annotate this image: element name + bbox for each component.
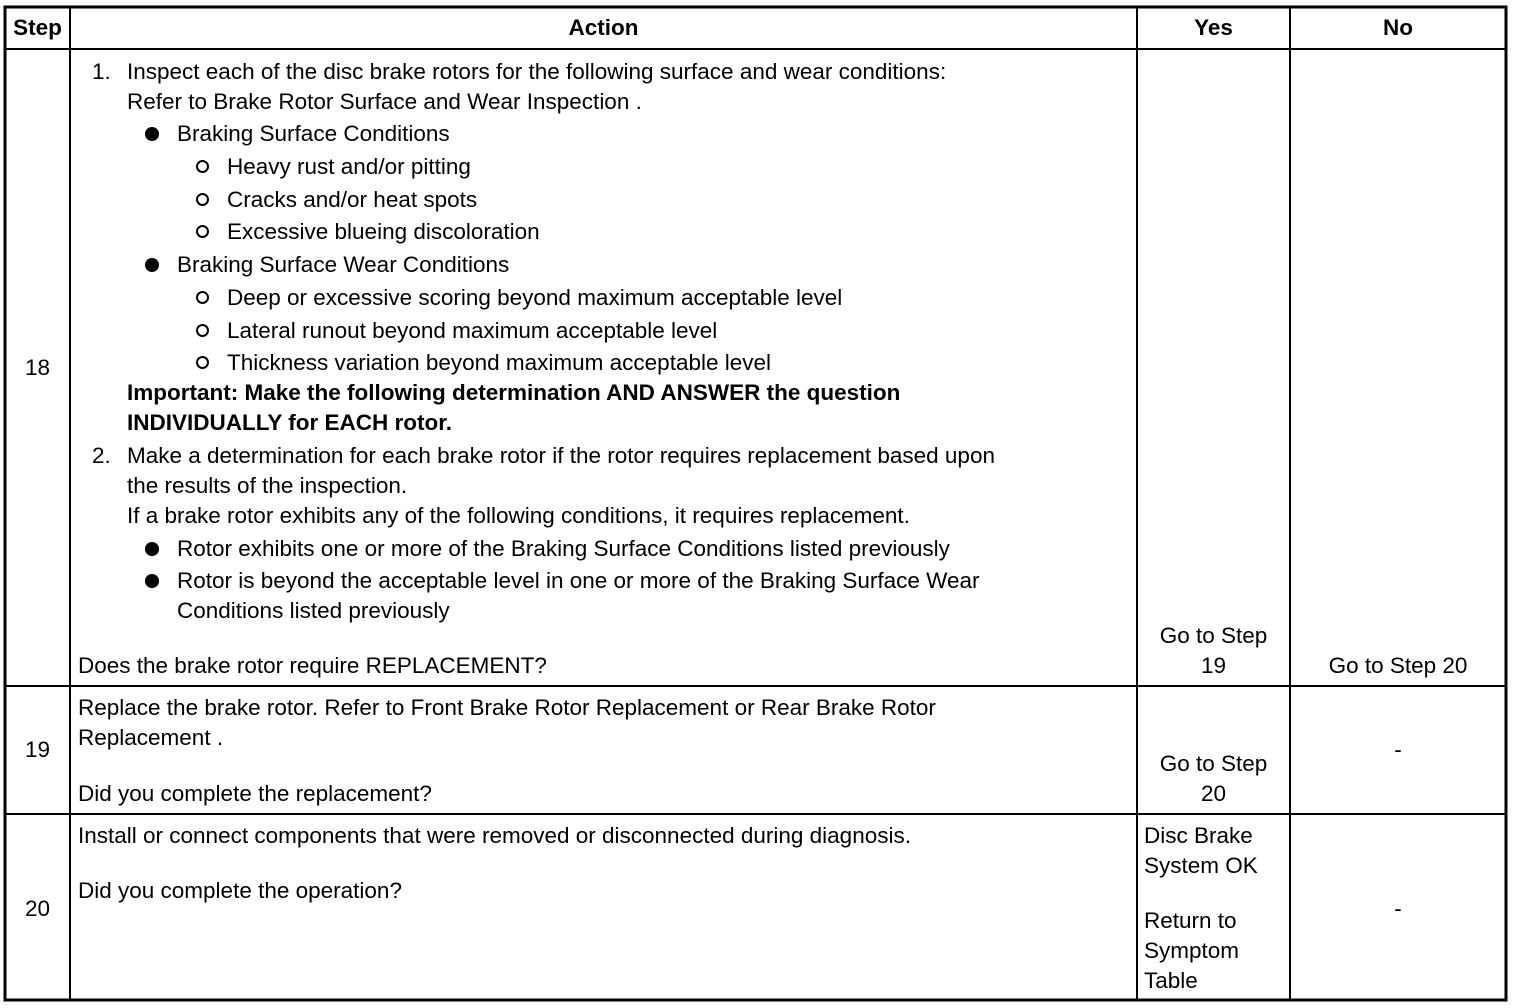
list-item: Deep or excessive scoring beyond maximum acceptable level — [227, 285, 843, 310]
question-text: Did you complete the operation? — [78, 878, 402, 903]
circle-bullet-icon — [196, 193, 209, 206]
yes-action: Go to Step — [1159, 623, 1268, 648]
list-item: Heavy rust and/or pitting — [227, 154, 471, 179]
question-text: Did you complete the replacement? — [78, 781, 432, 806]
action-text: Replace the brake rotor. Refer to Front Brake Rotor Replacement or Rear Brake Rotor — [78, 695, 936, 720]
list-item: Lateral runout beyond maximum acceptable level — [227, 318, 718, 343]
bullet-icon — [145, 127, 159, 141]
circle-bullet-icon — [196, 160, 209, 173]
list-item: Cracks and/or heat spots — [227, 187, 478, 212]
list-item: Excessive blueing discoloration — [227, 219, 540, 244]
step-number: 18 — [24, 355, 51, 380]
list-item: Rotor is beyond the acceptable level in one or more of the Braking Surface Wear — [177, 568, 980, 593]
yes-action: Return to — [1144, 908, 1237, 933]
question-text: Does the brake rotor require REPLACEMENT? — [78, 653, 547, 678]
circle-bullet-icon — [196, 356, 209, 369]
list-number: 1. — [92, 59, 111, 84]
circle-bullet-icon — [196, 291, 209, 304]
bullet-icon — [145, 574, 159, 588]
action-text: Install or connect components that were removed or disconnected during diagnosis. — [78, 823, 911, 848]
header-step: Step — [13, 15, 62, 40]
important-note: INDIVIDUALLY for EACH rotor. — [127, 410, 453, 435]
circle-bullet-icon — [196, 225, 209, 238]
yes-action: Disc Brake — [1144, 823, 1253, 848]
action-text: Inspect each of the disc brake rotors for the following surface and wear conditions: — [127, 59, 947, 84]
list-item: Braking Surface Wear Conditions — [177, 252, 510, 277]
action-text: Replacement . — [78, 725, 224, 750]
important-note: Important: Make the following determination AND ANSWER the question — [127, 380, 901, 405]
yes-action: Go to Step — [1159, 751, 1268, 776]
yes-action: System OK — [1144, 853, 1258, 878]
yes-action: 19 — [1200, 653, 1227, 678]
header-no: No — [1383, 15, 1413, 40]
action-text: the results of the inspection. — [127, 473, 408, 498]
no-action: Go to Step 20 — [1328, 653, 1468, 678]
header-action: Action — [568, 15, 639, 40]
action-text: Make a determination for each brake rotor if the rotor requires replacement based upon — [127, 443, 995, 468]
step-number: 19 — [24, 737, 51, 762]
list-item: Thickness variation beyond maximum acceptable level — [227, 350, 772, 375]
step-number: 20 — [24, 896, 51, 921]
header-yes: Yes — [1194, 15, 1233, 40]
list-item: Rotor exhibits one or more of the Braking Surface Conditions listed previously — [177, 536, 950, 561]
yes-action: Symptom — [1144, 938, 1240, 963]
list-item: Conditions listed previously — [177, 598, 450, 623]
action-text: Refer to Brake Rotor Surface and Wear Inspection . — [127, 89, 642, 114]
yes-action: Table — [1144, 968, 1198, 993]
no-action: - — [1394, 737, 1402, 762]
list-item: Braking Surface Conditions — [177, 121, 450, 146]
no-action: - — [1394, 896, 1402, 921]
circle-bullet-icon — [196, 324, 209, 337]
list-number: 2. — [92, 443, 111, 468]
action-text: If a brake rotor exhibits any of the following conditions, it requires replacement. — [127, 503, 910, 528]
bullet-icon — [145, 258, 159, 272]
bullet-icon — [145, 542, 159, 556]
yes-action: 20 — [1200, 781, 1227, 806]
